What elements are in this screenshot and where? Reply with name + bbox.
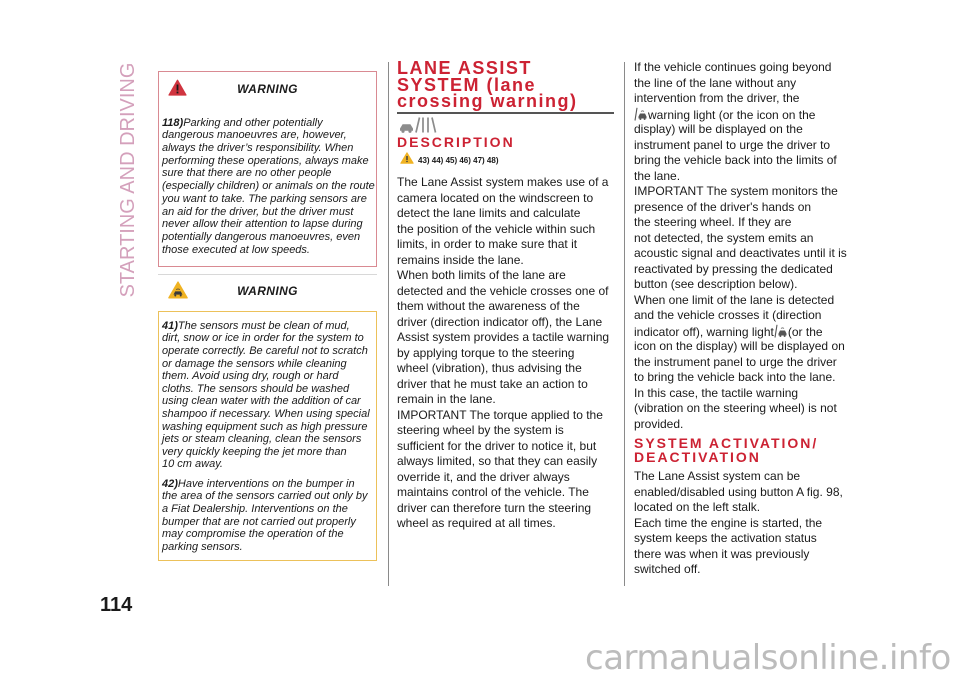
body-text-line [634,324,823,341]
warning-text: The sensors must be clean of mud, [177,319,350,332]
body-text-line [397,377,588,393]
warning-text: those executed at low speeds. [162,243,310,256]
body-text: limits, in order to make sure that it [397,237,578,252]
body-text: reactivated by pressing the dedicated [634,261,833,276]
warning-text: the area of the sensors carried out only by [162,490,368,503]
body-text: When both limits of the lane are [397,268,566,283]
warning-text-line [162,446,347,459]
warning-text-line [162,421,367,434]
body-text: The Lane Assist system makes use of a [397,175,609,190]
body-text-line [634,386,798,402]
warning-text: never allow their attention to lapse during [162,218,363,231]
body-text-line [397,315,602,331]
lane-assist-icon [398,116,438,134]
body-text-line [634,293,834,309]
body-text-line [397,299,580,315]
body-text: wheel (vibration), thus advising the [397,361,582,376]
subheading-activation: SYSTEM ACTIVATION/ [634,435,819,451]
body-text: the steering wheel. If they are [634,215,792,230]
column-divider-right [624,62,625,586]
body-text: switched off. [634,562,701,577]
page-number: 114 [100,594,133,616]
body-text-line [397,423,564,439]
body-text-line [634,122,803,138]
body-text-line [397,268,566,284]
body-text: maintains control of the vehicle. The [397,485,589,500]
body-text: driver that he must take an action to [397,376,588,391]
watermark: carmanualsonline.info [585,638,951,678]
body-text: located on the left stalk. [634,500,761,515]
warning-text: a Fiat Dealership. Interventions on the [162,502,348,515]
warning-text: an aid for the driver, but the driver must [162,205,354,218]
body-text: always limited, so that they can easily [397,454,598,469]
body-text: instrument panel to urge the driver to [634,137,831,152]
body-text-line [634,469,800,485]
warning-reference-number: 41) [162,319,178,332]
warning-text: using clean water with the addition of car [162,395,361,408]
warning-text-line [162,478,355,491]
warning-text: jets or steam cleaning, clean the sensors [162,433,362,446]
warning-text-line [162,180,375,193]
body-text-line [634,262,833,278]
body-text: intervention from the driver, the [634,91,800,106]
warning-text-line [162,206,353,219]
body-text-line [634,308,821,324]
section-tab: STARTING AND DRIVING [117,62,139,298]
body-text: detected and the vehicle crosses one of [397,283,609,298]
warning-reference-number: 118) [162,116,184,129]
warning-text-line [162,458,223,471]
body-text: When one limit of the lane is detected [634,292,835,307]
body-text: (vibration on the steering wheel) is not [634,401,837,416]
body-text: In this case, the tactile warning [634,385,799,400]
body-text-line [634,500,760,516]
warning-text-line [162,358,347,371]
warning-text: washing equipment such as high pressure [162,420,368,433]
body-text-line [397,470,570,486]
warning-text-line [162,117,323,130]
warning-text: sure that there are no other people [162,167,332,180]
body-text: the instrument panel to urge the driver [634,354,837,369]
warning-text: parking sensors. [162,540,243,553]
warning-text-line [162,345,368,358]
caution-triangle-icon [400,152,414,164]
warning-text: dirt, snow or ice in order for the system to [162,332,364,345]
body-text-line [634,138,830,154]
warning-text: cloths. The sensors should be washed [162,382,350,395]
body-text-line [397,175,608,191]
body-text: override it, and the driver always [397,469,570,484]
body-text: Assist system provides a tactile warning [397,330,610,345]
body-text: provided. [634,416,684,431]
body-text: bring the vehicle back into the limits of [634,153,837,168]
warning-text: bumper that are not carried out properly [162,515,356,528]
body-text: (or the [787,324,823,339]
warning-text-line [162,155,369,168]
body-text: presence of the driver's hands on [634,199,812,214]
warning-text-line [162,503,348,516]
body-text-line [397,191,593,207]
body-text-line [634,339,845,355]
body-text: sufficient for the driver to notice it, but [397,438,597,453]
body-text-line [634,370,835,386]
warning-text: Have interventions on the bumper in [177,477,355,490]
warning-text: you want to take. The parking sensors are [162,192,367,205]
body-text: there was when it was previously [634,546,810,561]
warning-text-line [162,332,364,345]
body-text-line [397,408,603,424]
body-text-line [397,346,574,362]
warning-text: (especially children) or animals on the route [162,180,375,193]
body-text-line [397,439,596,455]
body-text-line [397,284,608,300]
warning-text-line [162,244,310,257]
body-text: enabled/disabled using button A fig. 98, [634,484,843,499]
warning-text: operate correctly. Be careful not to scratch [162,344,368,357]
body-text: system keeps the activation status [634,531,817,546]
body-text-line [634,200,811,216]
warning-title: WARNING [237,82,298,96]
body-text-line [634,153,837,169]
body-text: the position of the vehicle within such [397,221,596,236]
body-text-line [634,516,822,532]
body-text: and the vehicle crosses it (direction [634,308,822,323]
body-text: the line of the lane without any [634,75,797,90]
body-text-line [397,501,591,517]
body-text: driver can therefore turn the steering [397,500,592,515]
body-text: camera located on the windscreen to [397,190,594,205]
body-text-line [634,215,791,231]
warning-text-line [162,218,363,231]
body-text-line [634,485,843,501]
heading-underline [397,112,614,114]
body-text-line [634,169,680,185]
body-text-line [397,361,582,377]
warning-text-line [162,541,243,554]
warning-text-line [162,395,361,408]
body-text: remains inside the lane. [397,252,524,267]
body-text-line [397,392,496,408]
body-text: detect the lane limits and calculate [397,206,581,221]
body-text-line [634,531,817,547]
warning-text: may compromise the operation of the [162,528,344,541]
warning-text-line [162,490,367,503]
warning-text: Parking and other potentially [183,116,323,129]
warning-references: 43) 44) 45) 46) 47) 48) [418,156,499,165]
body-text: the lane. [634,168,681,183]
body-text: acoustic signal and deactivates until it is [634,246,847,261]
body-text: steering wheel by the system is [397,423,564,438]
body-text: indicator off), warning light [634,324,774,339]
body-text-line [397,222,595,238]
section-heading-line: SYSTEM (lane [397,74,537,95]
warning-text: dangerous manoeuvres are, however, [162,129,347,142]
body-text: them without the awareness of the [397,299,580,314]
warning-text-line [162,383,349,396]
warning-text: potentially dangerous manoeuvres, even [162,230,361,243]
warning-text-line [162,142,353,155]
body-text-line [397,330,609,346]
body-text-line [634,401,837,417]
body-text-line [397,516,556,532]
body-text: button (see description below). [634,277,798,292]
subheading-description: DESCRIPTION [397,134,515,150]
warning-text-line [162,231,360,244]
warning-text: shampoo if necessary. When using special [162,407,370,420]
subheading-activation: DEACTIVATION [634,449,761,465]
body-text: not detected, the system emits an [634,230,814,245]
body-text-line [634,184,838,200]
warning-text-line [162,516,356,529]
body-text-line [397,454,597,470]
body-text: by applying torque to the steering [397,345,575,360]
warning-text-line [162,129,347,142]
body-text: IMPORTANT The torque applied to the [397,407,603,422]
body-text: IMPORTANT The system monitors the [634,184,838,199]
body-text: display) will be displayed on the [634,122,803,137]
warning-text: 10 cm away. [162,458,223,471]
body-text-line [634,562,700,578]
body-text: to bring the vehicle back into the lane. [634,370,836,385]
body-text-line [634,417,683,433]
body-text: icon on the display) will be displayed on [634,339,845,354]
body-text-line [634,277,797,293]
warning-text-line [162,433,361,446]
warning-reference-number: 42) [162,477,178,490]
section-heading-line: crossing warning) [397,91,578,111]
warning-text-line [162,320,350,333]
body-text: The Lane Assist system can be [634,469,801,484]
warning-text: or damage the sensors while cleaning [162,357,347,370]
section-heading-line: LANE ASSIST [397,58,532,78]
body-text-line [634,355,837,371]
body-text-line [634,107,815,124]
warning-text-line [162,167,331,180]
warning-text-line [162,528,344,541]
warning-text: performing these operations, always make [162,154,369,167]
body-text-line [634,246,847,262]
body-text: If the vehicle continues going beyond [634,60,832,75]
body-text-line [397,253,524,269]
warning-text-line [162,370,339,383]
warning-title: WARNING [237,284,298,298]
warning-text-line [162,193,367,206]
body-text: remain in the lane. [397,392,496,407]
body-text-line [634,547,809,563]
body-text-line [634,91,799,107]
body-text-line [397,237,577,253]
body-text-line [397,485,589,501]
warning-text: them. Avoid using dry, rough or hard [162,370,339,383]
body-text-line [634,231,813,247]
lane-warning-light-icon [634,107,648,121]
warning-header-rule [158,274,377,275]
body-text: wheel as required at all times. [397,516,556,531]
body-text: Each time the engine is started, the [634,515,823,530]
body-text-line [634,76,796,92]
column-divider-left [388,62,389,586]
warning-text: always the driver’s responsibility. When [162,142,354,155]
warning-text: very quickly keeping the jet more than [162,445,347,458]
body-text: driver (direction indicator off), the Lane [397,314,603,329]
lane-warning-light-icon [774,324,788,338]
body-text-line [634,60,831,76]
body-text: warning light (or the icon on the [648,107,816,122]
body-text-line [397,206,580,222]
warning-text-line [162,408,370,421]
